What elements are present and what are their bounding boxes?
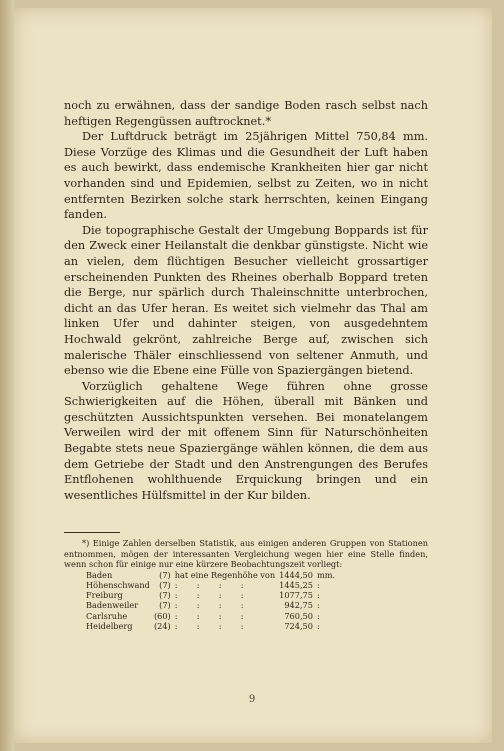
observation-years: (7) xyxy=(159,579,171,590)
ditto-mark: : xyxy=(218,610,222,621)
rain-value: 942,75 xyxy=(284,600,313,611)
city-name: Heidelberg xyxy=(86,620,133,631)
ditto-mark: : xyxy=(218,600,222,611)
ditto-mark: : xyxy=(218,579,222,590)
ditto-unit: : xyxy=(316,620,320,631)
ditto-unit: : xyxy=(316,600,320,611)
rainfall-table xyxy=(86,570,339,631)
table-row xyxy=(86,611,339,621)
rain-value: 1445,25 xyxy=(279,579,313,590)
city-name: Baden xyxy=(86,569,113,580)
ditto-marks xyxy=(175,621,279,631)
ditto-marks xyxy=(175,600,279,610)
ditto-mark: : xyxy=(240,610,244,621)
ditto-mark: : xyxy=(240,600,244,611)
table-row xyxy=(86,580,339,590)
ditto-mark: : xyxy=(218,620,222,631)
table-row xyxy=(86,621,339,631)
ditto-mark: : xyxy=(174,590,178,601)
footnote-text: *) Einige Zahlen derselben Statistik, aus einigen anderen Gruppen von Stationen entnommen, mögen der interessanten Vergleichung wegen hier eine Stelle finden, wenn schon für einige nur eine kürzere Beobachtungszeit vorliegt: xyxy=(64,538,428,570)
paragraph: Die topographische Gestalt der Umgebung Boppards ist für den Zweck einer Heilanstalt die denkbar günstigste. Nicht wie an vielen, dem flüchtigen Besucher vielleicht grossartiger erscheinenden Punkten des Rheines oberhalb Boppard treten die Berge, nur spärlich durch Thaleinschnitte unterbrochen, dicht an das Ufer heran. Es weitet sich vielmehr das Thal am linken Ufer und dahinter steigen, von ausgedehntem Hochwald gekrönt, zahlreiche Berge auf, zwischen sich malerische Thäler einschliessend von seltener Anmuth, und ebenso wie die Ebene eine Fülle von Spaziergängen bietend. xyxy=(64,223,428,378)
observation-years: (60) xyxy=(153,610,171,621)
rain-value: 1444,50 xyxy=(279,569,313,580)
footnote xyxy=(64,538,428,631)
body-text xyxy=(64,98,428,503)
table-row xyxy=(86,600,339,610)
observation-years: (7) xyxy=(159,569,171,580)
ditto-mark: : xyxy=(240,579,244,590)
ditto-unit: : xyxy=(316,590,320,601)
ditto-mark: : xyxy=(174,620,178,631)
city-name: Freiburg xyxy=(86,590,123,601)
ditto-mark: : xyxy=(196,620,200,631)
ditto-unit: : xyxy=(316,579,320,590)
ditto-marks xyxy=(175,611,279,621)
book-spine-edge xyxy=(0,0,14,751)
table-row xyxy=(86,570,339,580)
ditto-mark: : xyxy=(174,610,178,621)
paragraph: Vorzüglich gehaltene Wege führen ohne grosse Schwierigkeiten auf die Höhen, überall mit Bänken und geschützten Aussichtspunkten versehen. Bei monatelangem Verweilen wird der mit offenem Sinn für Naturschönheiten Begabte stets neue Spaziergänge wählen können, die dem aus dem Getriebe der Stadt und den Anstrengungen des Berufes Entflohenen wohlthuende Erquickung bringen und ein wesentliches Hülfsmittel in der Kur bilden. xyxy=(64,379,428,502)
city-name: Carlsruhe xyxy=(86,610,128,621)
unit: mm. xyxy=(316,569,336,580)
ditto-mark: : xyxy=(196,610,200,621)
city-name: Badenweiler xyxy=(86,600,139,611)
rain-value: 724,50 xyxy=(284,620,313,631)
page-number: 9 xyxy=(248,694,256,705)
ditto-mark: : xyxy=(240,620,244,631)
observation-years: (24) xyxy=(153,620,171,631)
ditto-unit: : xyxy=(316,610,320,621)
footnote-separator xyxy=(64,532,120,533)
observation-years: (7) xyxy=(159,600,171,611)
rain-value: 760,50 xyxy=(284,610,313,621)
ditto-mark: : xyxy=(196,600,200,611)
ditto-mark: : xyxy=(174,600,178,611)
ditto-mark: : xyxy=(218,590,222,601)
ditto-mark: : xyxy=(196,579,200,590)
city-name: Höhenschwand xyxy=(86,579,150,590)
paragraph: Der Luftdruck beträgt im 25jährigen Mittel 750,84 mm. Diese Vorzüge des Klimas und die Gesundheit der Luft haben es auch bewirkt, dass endemische Krankheiten hier gar nicht vorhanden sind und Epidemien, selbst zu Zeiten, wo in nicht entfernten Bezirken solche stark herrschten, keinen Eingang fanden. xyxy=(64,130,428,222)
ditto-mark: : xyxy=(174,579,178,590)
observation-years: (7) xyxy=(159,590,171,601)
rain-phrase: hat eine Regenhöhe von xyxy=(174,569,276,580)
table-row xyxy=(86,590,339,600)
ditto-marks xyxy=(175,580,279,590)
rain-value: 1077,75 xyxy=(279,590,313,601)
ditto-marks xyxy=(175,590,279,600)
paragraph: noch zu erwähnen, dass der sandige Boden rasch selbst nach heftigen Regengüssen auftrocknet.* xyxy=(64,99,428,128)
ditto-mark: : xyxy=(196,590,200,601)
ditto-mark: : xyxy=(240,590,244,601)
